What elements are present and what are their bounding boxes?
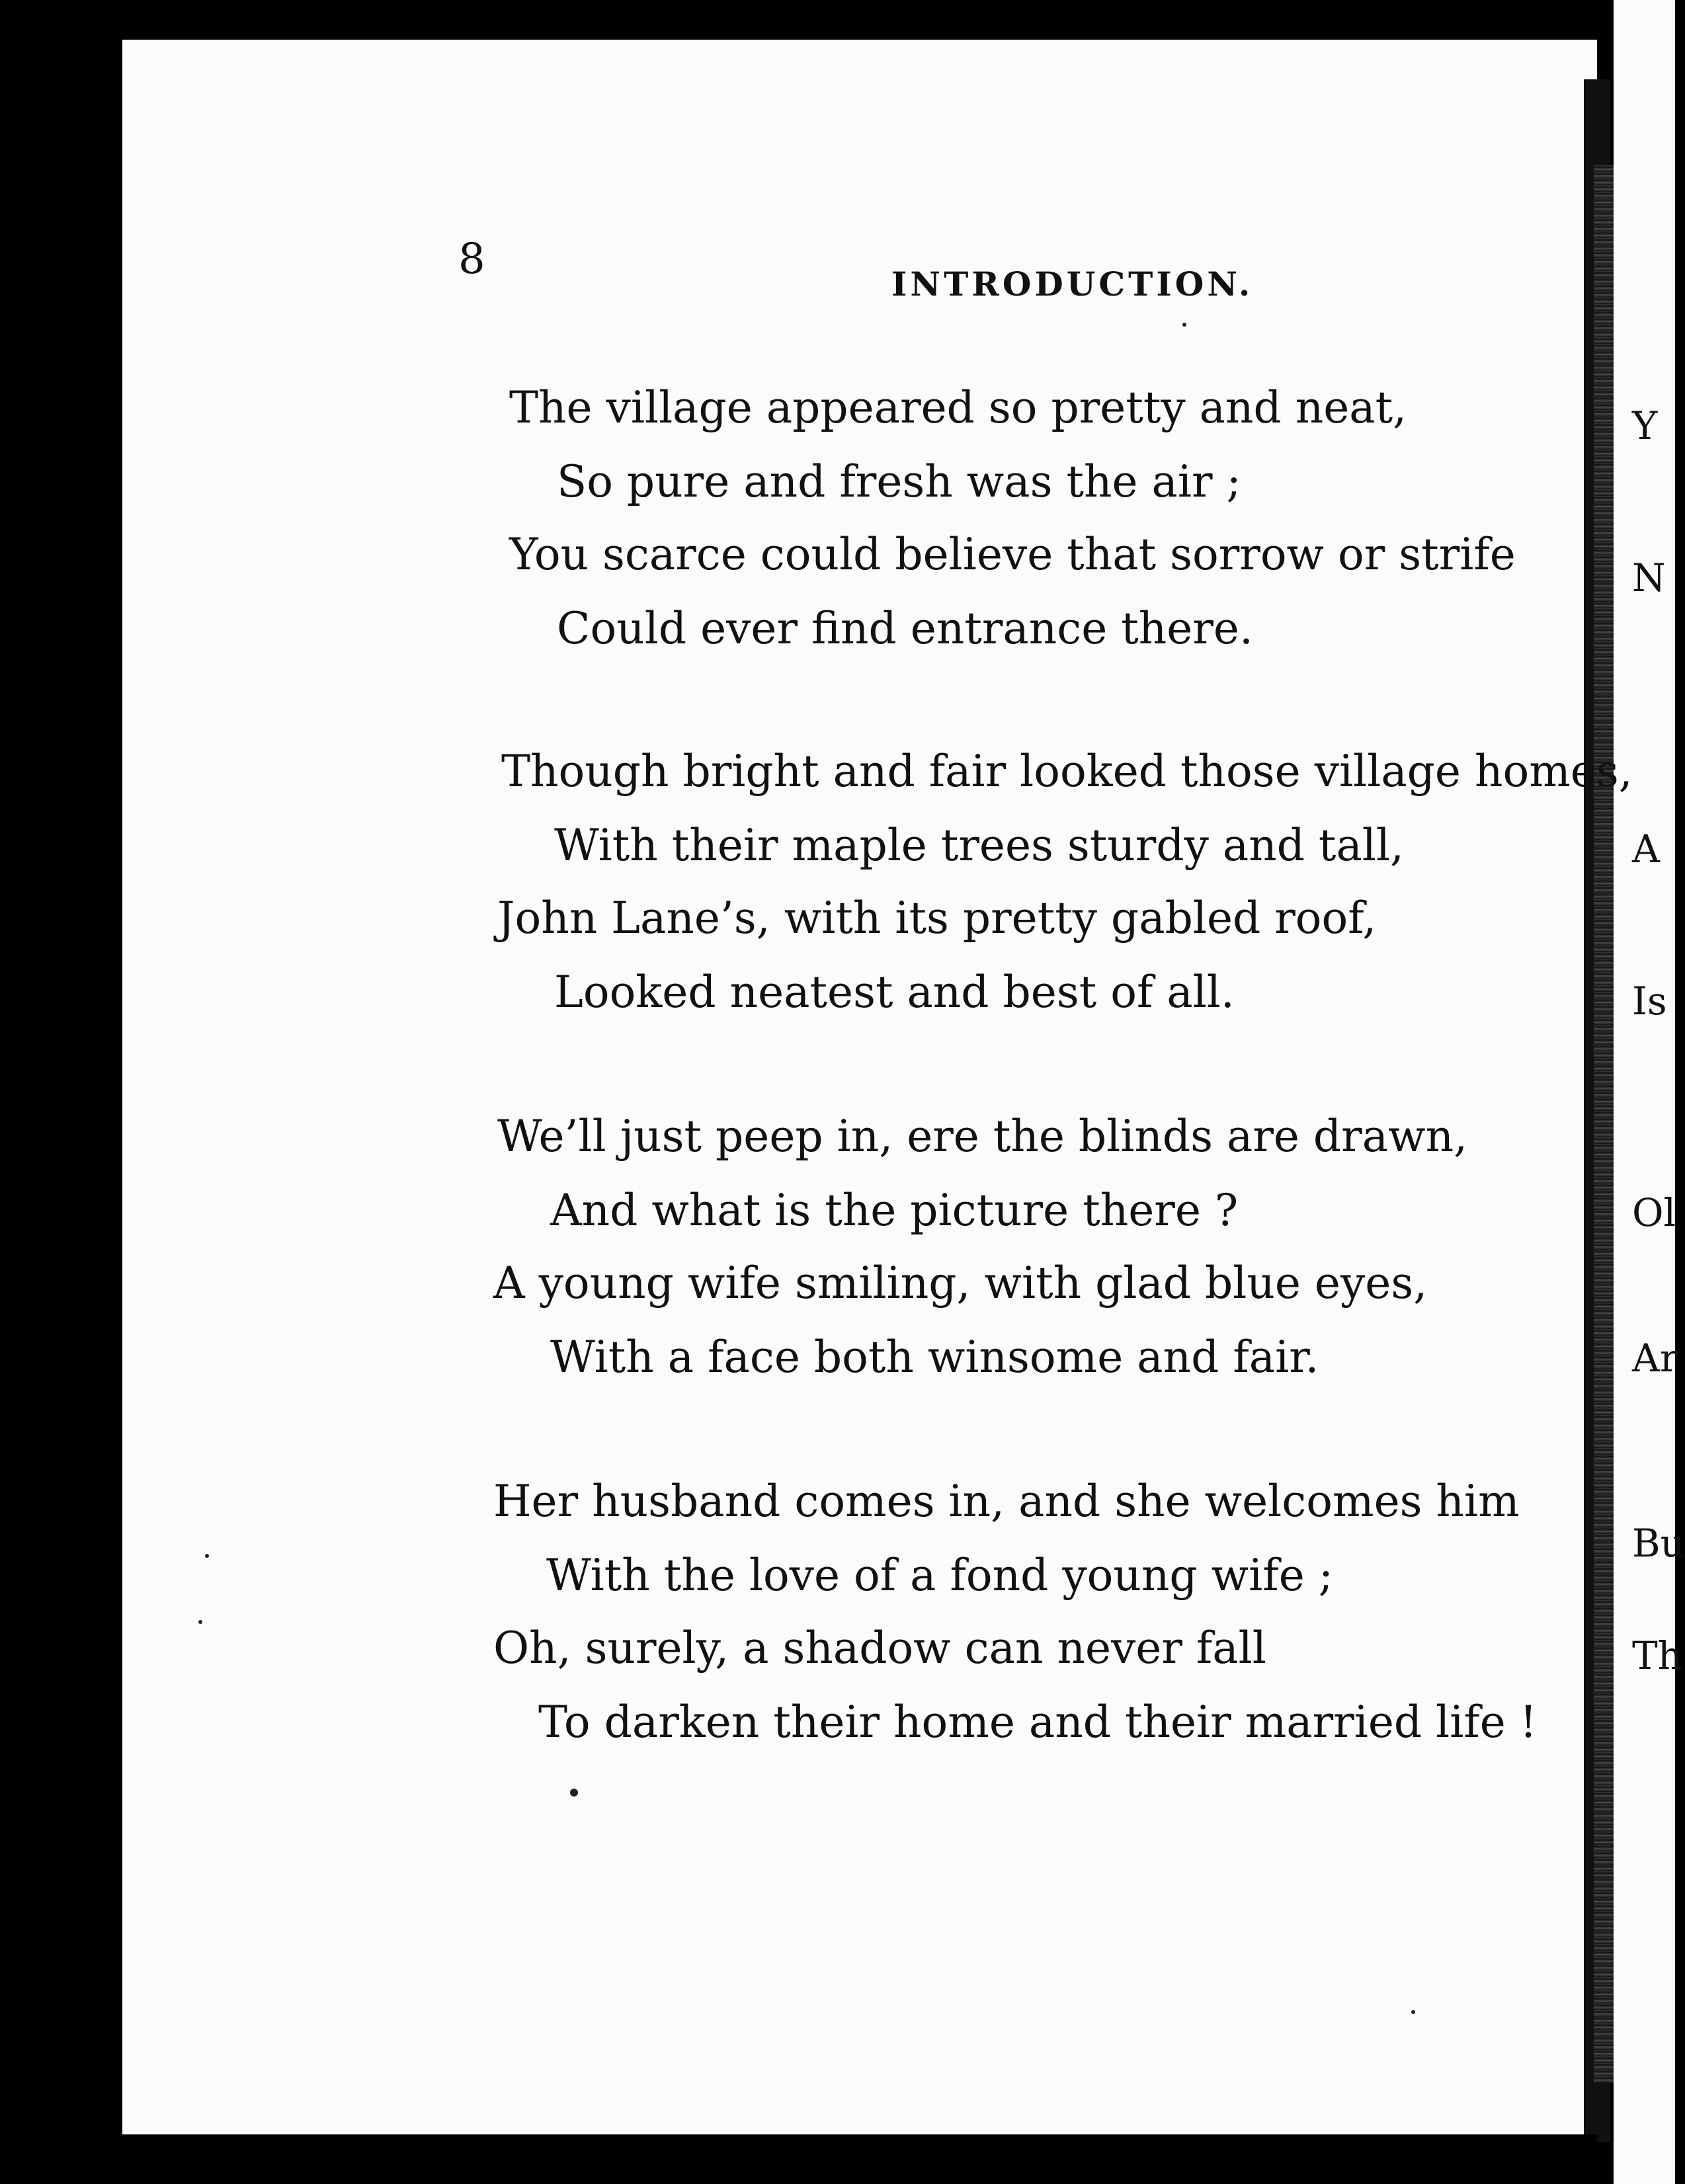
scan-speck	[1182, 323, 1186, 327]
facing-page-fragment: Th	[1632, 1633, 1683, 1678]
scan-speck	[205, 1554, 209, 1558]
poem-line: With the love of a fond young wife ;	[546, 1550, 1333, 1601]
poem-line: Oh, surely, a shadow can never fall	[493, 1623, 1266, 1674]
page-bottom-edge	[122, 2134, 1597, 2184]
facing-page-fragment: A	[1632, 827, 1660, 871]
facing-page-fragment: Ar	[1632, 1336, 1678, 1381]
facing-page-fragment: N	[1632, 555, 1666, 600]
poem-line: And what is the picture there ?	[550, 1185, 1239, 1236]
spine-texture	[1594, 165, 1614, 2083]
facing-page-fragment: Bu	[1632, 1521, 1685, 1566]
poem-line: You scarce could believe that sorrow or strife	[509, 529, 1516, 580]
book-page	[122, 40, 1597, 2136]
facing-page	[1614, 0, 1675, 2184]
poem-line: With a face both winsome and fair.	[550, 1332, 1319, 1383]
poem-line: Though bright and fair looked those village homes,	[501, 746, 1633, 797]
poem-line: Looked neatest and best of all.	[554, 967, 1235, 1018]
poem-line: The village appeared so pretty and neat,	[509, 382, 1407, 433]
poem-line: Her husband comes in, and she welcomes him	[493, 1476, 1520, 1527]
scan-speck	[1411, 2010, 1415, 2014]
poem-line: With their maple trees sturdy and tall,	[554, 820, 1405, 871]
poem-line: A young wife smiling, with glad blue eyes,	[493, 1258, 1428, 1309]
running-head: INTRODUCTION.	[891, 264, 1254, 303]
page-number: 8	[458, 235, 485, 284]
facing-page-fragment: Is	[1632, 979, 1667, 1024]
facing-page-fragment: Y	[1632, 403, 1658, 448]
poem-line: So pure and fresh was the air ;	[557, 456, 1241, 507]
poem-line: We’ll just peep in, ere the blinds are drawn,	[497, 1111, 1468, 1162]
scan-speck	[570, 1789, 578, 1797]
poem-line: To darken their home and their married life !	[538, 1697, 1538, 1748]
poem-line: Could ever find entrance there.	[557, 603, 1253, 654]
poem-line: John Lane’s, with its pretty gabled roof,	[497, 893, 1377, 944]
scan-speck	[198, 1620, 202, 1624]
facing-page-fragment: Ol	[1632, 1190, 1676, 1235]
